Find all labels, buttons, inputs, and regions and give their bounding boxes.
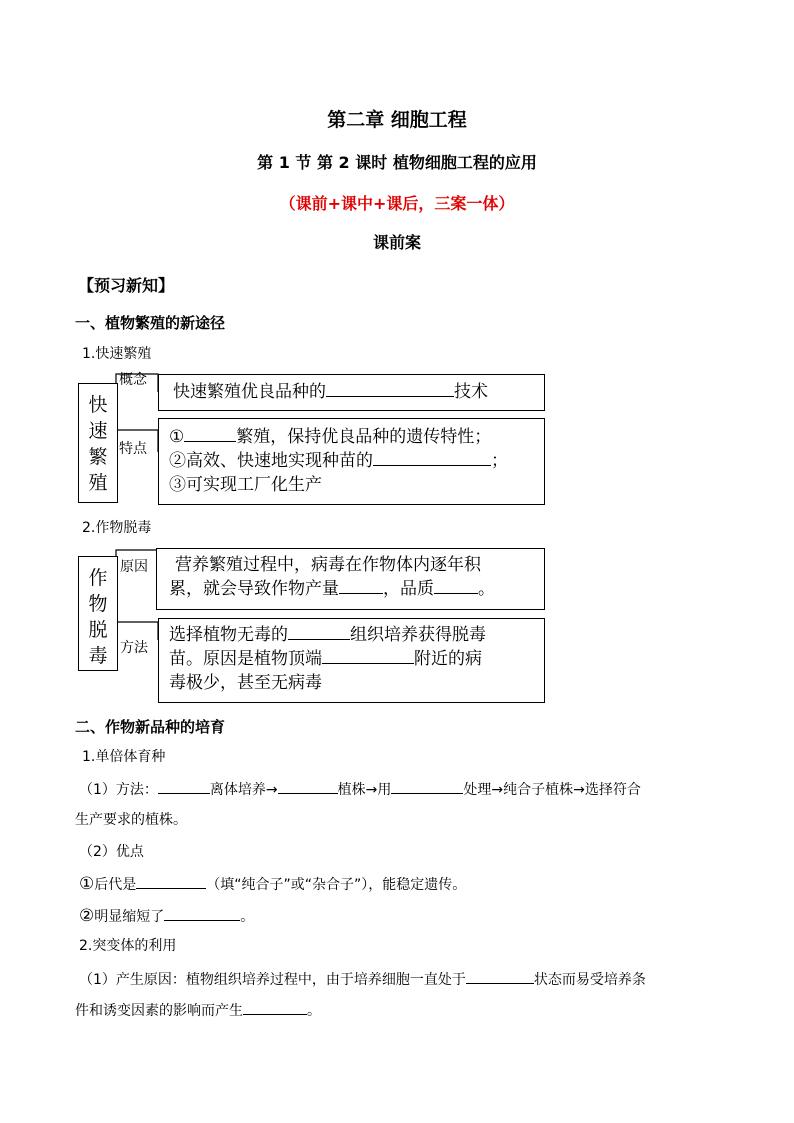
- method-text-c: 苗。原因是植物顶端: [169, 649, 322, 669]
- cause-text-d: 。: [307, 1003, 321, 1019]
- reason-text-b: ，品质: [383, 579, 434, 599]
- advantage2-num: ②: [79, 906, 95, 926]
- method-text-b: 组织培养获得脱毒: [350, 625, 486, 645]
- advantage2-text-b: 。: [240, 909, 255, 925]
- feature1-blank[interactable]: [184, 427, 236, 442]
- method-step1: 离体培养→: [209, 782, 278, 798]
- apex-blank[interactable]: [322, 649, 414, 664]
- reason-text-a: 累，就会导致作物产量: [169, 579, 339, 599]
- advantage1-text-b: （填“纯合子”或“杂合子”），能稳定遗传。: [206, 877, 467, 893]
- item1-title: 1.快速繁殖: [82, 346, 152, 362]
- feature2-text: ②高效、快速地实现种苗的: [169, 451, 373, 471]
- method-text-a: 选择植物无毒的: [169, 625, 288, 645]
- feature1-num: ①: [169, 427, 185, 447]
- item2-title: 2.作物脱毒: [82, 520, 152, 536]
- method-line3: 毒极少，甚至无病毒: [169, 673, 322, 693]
- reason-line1: 营养繁殖过程中，病毒在作物体内逐年积: [175, 555, 481, 575]
- haploid-title: 1.单倍体育种: [82, 749, 166, 765]
- concept-blank[interactable]: [326, 382, 454, 397]
- cause-text-a: （1）产生原因：植物组织培养过程中，由于培养细胞一直处于: [79, 972, 466, 988]
- advantage2-text-a: 明显缩短了: [94, 909, 165, 925]
- advantage1-text-a: 后代是: [94, 877, 137, 893]
- advantage-title: （2）优点: [79, 844, 144, 860]
- quality-blank[interactable]: [434, 579, 478, 594]
- offspring-blank[interactable]: [136, 874, 206, 889]
- cause-text-b: 状态而易受培养条: [533, 972, 646, 988]
- advantage2-line: [79, 906, 254, 926]
- feature3-text: ③可实现工厂化生产: [169, 475, 322, 495]
- cause-text-c: 件和诱变因素的影响而产生: [75, 1003, 243, 1019]
- method-step2: 植株→用: [337, 782, 392, 798]
- feature-box: [158, 418, 545, 505]
- advantage1-line: [79, 874, 466, 894]
- rapid-propagation-label-box: [78, 383, 118, 503]
- reason-tag: 原因: [120, 559, 148, 575]
- reason-text-c: 。: [478, 579, 495, 599]
- feature-tag: 特点: [119, 441, 147, 457]
- detox-label: 作物脱毒: [88, 567, 108, 667]
- period-blank[interactable]: [164, 906, 240, 921]
- tissue-blank[interactable]: [288, 625, 350, 640]
- division-blank[interactable]: [466, 969, 534, 984]
- anther-blank[interactable]: [158, 779, 210, 794]
- feature2-blank[interactable]: [373, 451, 491, 466]
- concept-text-a: 快速繁殖优良品种的: [173, 382, 326, 402]
- method-line2: 生产要求的植株。: [75, 812, 187, 828]
- haploid-method-line: [79, 779, 641, 799]
- advantage1-num: ①: [79, 874, 95, 894]
- concept-text-b: 技术: [454, 382, 488, 402]
- haploid-blank[interactable]: [278, 779, 338, 794]
- method-box: [158, 618, 545, 703]
- mutant-title: 2.突变体的利用: [79, 938, 177, 954]
- section-label: 课前案: [372, 233, 421, 252]
- reason-box: [156, 548, 545, 610]
- mutant-cause-line2: [75, 1000, 321, 1020]
- mutation-blank[interactable]: [243, 1000, 307, 1015]
- method-text-d: 附近的病: [414, 649, 482, 669]
- chapter-title: 第二章 细胞工程: [327, 109, 467, 131]
- part1-heading: 一、植物繁殖的新途径: [75, 314, 226, 332]
- feature1-text: 繁殖，保持优良品种的遗传特性；: [236, 427, 492, 447]
- part2-heading: 二、作物新品种的培育: [75, 718, 226, 736]
- detox-label-box: [78, 556, 118, 671]
- method-label: （1）方法：: [79, 782, 158, 798]
- chemical-blank[interactable]: [391, 779, 463, 794]
- rapid-propagation-label: 快速繁殖: [88, 394, 108, 494]
- method-tag: 方法: [120, 640, 148, 656]
- method-step3: 处理→纯合子植株→选择符合: [463, 782, 641, 798]
- mutant-cause-line: [79, 969, 646, 989]
- yield-blank[interactable]: [339, 579, 383, 594]
- concept-tag: 概念: [119, 372, 147, 388]
- feature2-end: ；: [491, 451, 508, 471]
- lesson-subtitle: 第 1 节 第 2 课时 植物细胞工程的应用: [257, 153, 537, 172]
- concept-box: [158, 374, 545, 411]
- tagline: （课前+课中+课后，三案一体）: [279, 194, 515, 213]
- preview-heading: 【预习新知】: [78, 276, 175, 295]
